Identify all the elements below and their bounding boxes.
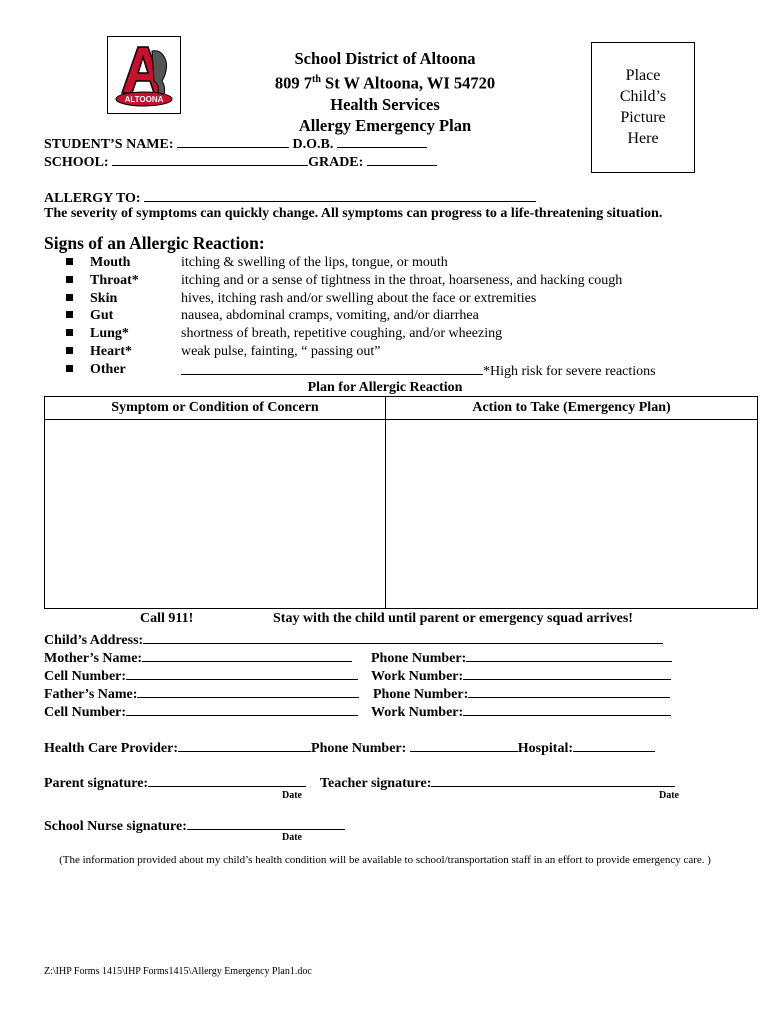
- photo-label: Child’s: [619, 88, 667, 105]
- mother-phone-row: Phone Number:: [371, 647, 672, 667]
- signs-list: [66, 255, 726, 380]
- symptom-cell[interactable]: [47, 421, 383, 606]
- district-address: 809 7th St W Altoona, WI 54720: [274, 73, 496, 93]
- action-cell[interactable]: [388, 421, 755, 606]
- teacher-signature-field[interactable]: [431, 772, 675, 787]
- col-header-symptom: Symptom or Condition of Concern: [111, 400, 319, 415]
- student-name-row: STUDENT’S NAME: D.O.B.: [44, 133, 427, 153]
- address-field[interactable]: [143, 629, 663, 644]
- provider-field[interactable]: [178, 737, 311, 752]
- parent-signature-row: Parent signature:: [44, 772, 306, 792]
- district-name: School District of Altoona: [294, 49, 476, 68]
- hospital-field[interactable]: [573, 737, 655, 752]
- bullet-icon: [66, 294, 73, 301]
- divider: [385, 397, 386, 608]
- mother-work-field[interactable]: [463, 665, 671, 680]
- bullet-icon: [66, 276, 73, 283]
- father-cell-field[interactable]: [126, 701, 358, 716]
- document-header: [240, 48, 530, 136]
- department-name: Health Services: [330, 94, 440, 114]
- list-item: Skin hives, itching rash and/or swelling about the face or extremities: [66, 291, 726, 309]
- plan-title: Plan for Allergic Reaction: [307, 380, 463, 395]
- father-cell-row: Cell Number:: [44, 701, 358, 721]
- mother-work-row: Work Number:: [371, 665, 671, 685]
- logo-text: ALTOONA: [124, 95, 164, 104]
- nurse-signature-field[interactable]: [187, 815, 345, 830]
- teacher-date-label: Date: [659, 790, 679, 801]
- mother-cell-field[interactable]: [126, 665, 358, 680]
- list-item: Heart* weak pulse, fainting, “ passing out”: [66, 344, 726, 362]
- father-work-row: Work Number:: [371, 701, 671, 721]
- grade-field[interactable]: [367, 151, 437, 166]
- mother-row: Mother’s Name:: [44, 647, 352, 667]
- father-phone-row: Phone Number:: [373, 683, 670, 703]
- allergy-field[interactable]: [144, 187, 536, 202]
- father-name-field[interactable]: [137, 683, 359, 698]
- mother-name-field[interactable]: [142, 647, 352, 662]
- provider-phone-field[interactable]: [410, 737, 518, 752]
- plan-table: [44, 396, 758, 609]
- mother-cell-row: Cell Number:: [44, 665, 358, 685]
- list-item: Throat* itching and or a sense of tightness in the throat, hoarseness, and hacking cough: [66, 273, 726, 291]
- photo-placeholder-box[interactable]: [591, 42, 695, 173]
- signs-title: Signs of an Allergic Reaction:: [44, 233, 265, 253]
- bullet-icon: [66, 258, 73, 265]
- divider: [45, 419, 757, 420]
- col-header-action: Action to Take (Emergency Plan): [472, 400, 671, 415]
- form-title: Allergy Emergency Plan: [298, 115, 472, 135]
- mother-phone-field[interactable]: [466, 647, 672, 662]
- father-row: Father’s Name:: [44, 683, 359, 703]
- father-phone-field[interactable]: [468, 683, 670, 698]
- photo-label: Place: [625, 67, 661, 84]
- bullet-icon: [66, 365, 73, 372]
- list-item: Gut nausea, abdominal cramps, vomiting, and/or diarrhea: [66, 308, 726, 326]
- photo-label: Here: [627, 130, 659, 147]
- parent-signature-field[interactable]: [148, 772, 306, 787]
- nurse-date-label: Date: [282, 832, 302, 843]
- district-logo: [107, 36, 181, 114]
- list-item: Lung* shortness of breath, repetitive coughing, and/or wheezing: [66, 326, 726, 344]
- severity-warning: The severity of symptoms can quickly change. All symptoms can progress to a life-threatening situation.: [44, 206, 663, 221]
- call-911: Call 911!: [140, 611, 194, 626]
- altoona-logo-graphic: [108, 37, 180, 113]
- provider-row: Health Care Provider: Phone Number: Hospital:: [44, 737, 655, 757]
- bullet-icon: [66, 329, 73, 336]
- photo-label: Picture: [620, 109, 666, 126]
- student-name-field[interactable]: [177, 133, 289, 148]
- bullet-icon: [66, 347, 73, 354]
- father-work-field[interactable]: [463, 701, 671, 716]
- list-item: Mouth itching & swelling of the lips, tongue, or mouth: [66, 255, 726, 273]
- teacher-signature-row: Teacher signature:: [320, 772, 675, 792]
- file-path-footer: Z:\IHP Forms 1415\IHP Forms1415\Allergy Emergency Plan1.doc: [44, 966, 312, 977]
- dob-field[interactable]: [337, 133, 427, 148]
- other-sign-field[interactable]: [181, 362, 483, 375]
- stay-instruction: Stay with the child until parent or emergency squad arrives!: [273, 611, 633, 626]
- school-field[interactable]: [112, 151, 308, 166]
- school-row: SCHOOL: GRADE:: [44, 151, 437, 171]
- disclaimer-text: (The information provided about my child’s health condition will be available to school/transportation staff in an effort to provide emergency care. ): [59, 854, 711, 866]
- list-item: Other *High risk for severe reactions: [66, 362, 726, 380]
- parent-date-label: Date: [282, 790, 302, 801]
- address-row: Child’s Address:: [44, 629, 663, 649]
- allergy-row: ALLERGY TO:: [44, 187, 536, 207]
- bullet-icon: [66, 311, 73, 318]
- nurse-signature-row: School Nurse signature:: [44, 815, 345, 835]
